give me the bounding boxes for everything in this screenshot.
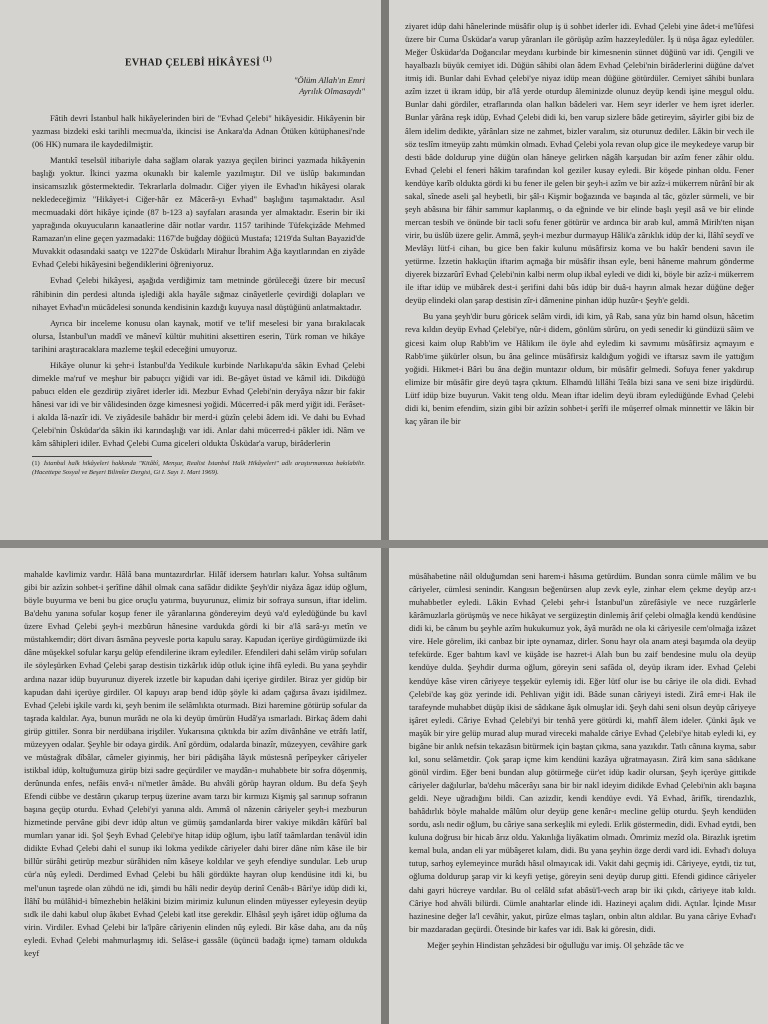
paragraph: ziyaret idüp dahi hânelerinde müsâfir olup iş ü sohbet iderler idi. Evhad Çelebi yine âdet-i me'lûfesi üzere bir Cuma Üsküdar'a varup yâranları ile görüşüp azîm hazzeyledüler. İş ü nüşa âgaz eyledüler. Meğer Üsküdar'da Doğancılar meydanı kurbinde bir kimesnenin sünnet düğünü var idi. Çengili ve hayalbazlı büyük cemiyet idi. Düğün sâhibi olan âdem Evhad Çelebi'nin birâderlerini düğüne da'vet itmiş idi. Bunlar dahi Evhad çelebi'ye niyaz idüp mean düğüne götürdüler. Cemiyet sâhibi bunlara azîm izzet ü ikram idüp, bir a'lâ yerde oturdup âleminizde olunuz deyüp kendi işine meşgul oldu. Bunlar dahi gördiler, etraflarında olan halkın bâdeleri var. Hem seyr iderler ve hem işret iderler. Bunlar yârâna reşk idüp, Evhad Çelebi didi ki, ben varup sizlere bâde getireyim, sâyirler gibi biz de âlem idelim dedikte, yârânları size ne zahmet, bizler varalım, siz oturunuz dediler. Lâkin bir vech ile söz teslîm itmeyüp zahtı mümkin olmadı. Evhad Çelebi yola revan olup gice ile meykedeye varup bir desti bâde doldurup yine düğün olan hâneye gelirken nâgâh karşudan bir azîm fener zâhir oldu. Evhad Çelebi el feneri hâkim tarafından kol geziler kusay eyledi. Bir köşede pinhan oldu. Fener kendüye karîb oldukta gördi ki bu fener ile gelen bir şeyh-i azîm ve bir azîz-i mükerrem nûrânî bir ak sakal, sînede aseli şal heybetli, bir şâl-ı Kişmir boğazında ve başında al tâc, gözler sürmeli, ve bir şeyh abâsına bir fâhir sammur kaplanmış, o da eğninde ve bir elinde başlı yeşil asâ ve bir elinde mercan tesbih ve önünde bir tacli sofu fener götürür ve ardınca bir arab kul, ammâ Mirih'ten nişan virir, bu üslûb üzere gelir. Ammâ, şeyh-i mezbur durmayup Hâlik'a zârıklık idüp der ki, İlâhî seydî ve Mevlâyı lütf-i cihan, bu gice ben fakir kulunu müsâfirsiz koma ve bu hakîr bendeni savın ile yetürme. İzzetin hakkıçün iftarim açmağa bir müsâfir ihsan eyle, beni hâneme mahrum gönderme diyerek bizzarûrî Evhad Çelebi'nin kalbi nerm olup ikbal eyledi ve didi ki, böyle bir azîz-i mükerrem ile iftar idüp ve mübârek dest-i şerifini dahi bûs idüp bir duâ-ı hayrın almak hezar düğüne değer deyüp elindeki olan şarap destisin zîr-i dâmenine pinhan idüp huzûr-ı Şeyh'e geldi. (405, 21, 754, 306)
paragraph: müsâhabetine nâil olduğumdan seni harem-i hâsıma getürdüm. Bundan sonra cümle mâlim ve bu câriyeler, cümlesi senindir. Kangısın beğenürsen alup zevk eyle, zinhar elem çekme deyüp arz-ı muhabbetler eyledi. Lâkin Evhad Çelebi şehr-i İstanbul'un zürefâsiyle ve nece ruzgârlerle kârâmuzlarla görüşmüş ve nece hikâyat ve sergüzeştin dinlemiş ârif çelebi olmağla kendü kendüsine didi ki, be cânım bu şeyhle azîm hukukumuz yok, âyâ murâdı ne ola ki câriyesile cem'olmağa izâzet vire. Hele görelim, iki canbaz bir ipte oynamaz, dirler. Sonu hayr ola anam ateşi başımda ola deyüp tefekürde. Eger bahtım kavl ve küşâde ise hazret-i Alah bun bu zaif bendesine mulu ola deyüp kendüye dulda. Şeyhdir durma oğlum, göreyin seni safâda ol, deyüp ikram ider. Evhad Çelebi kendüye kâse viren câriyeye teşşekür eylemiş idi. Eğer lütf olur ise bu câriye ile ola didi. Evhad Çelebi'de kaş göz yerinde idi. Pehlivan yiğit idi. Bâde sunan câriyeyi istedi. Zirâ emr-i Hak ile tarafeynde muhabbet düşüp ikisi de sâdıkane âşık olmuşlar idi. Şeyh dahi seni olsun deyüp câriyeye işâret eyledi. Câriye Evhad Çelebi'yi bir tenhâ yere götürdi ki, mahfî âlem ideler. Çünki âşık ve maşûk bir yire gelüp murad alup murad vireceki mahalde câriye Evhad Çelebi'ye hitab eyledi ki, ey bigâne bir anlık nefsin tekazâsın bitürmek için baştan çıkma, sana yazıkdır. Tatlı cânına kıyma, sabır kıl, sonu selâmetdir. Çok şarap içme kim kendüni kazâya uğratmayasın. Zirâ kim sana sâdıkane gönül virdim. Eğer beni bundan alup götürmeğe cür'et idüp kadir olursan, Şeyh içerüye gittikde câriyeler dağılurlar, ba'dehu mâcerâyı sana bir bir nakl ideyim didikde Evhad Çelebi'nin aklı başına geldi. Neye uğradığını bildi. Can azizdir, kendi kendüye evdi. Yâ Evhad, ârifîk, tirendazlık, bahâdırlık böyle mahalde mâlûm olur deyüp gene kenâr-ı mecline gelüp oturdu. Şeyh kendüden sordu, aslı nedir oğlum, bu câriye sana serkeşlik mi eyledi. Erlik göstermedin, didi. Evhad eytdi, ben kuluna doğrusı bir hicab ârız oldu. Yakınlığa liyâkatim olmadı. Ömrimiz mezîd ola. Birazlık işretim kemal bula, andan eli yar mübâşeret kılam, didi. Bu yana şeyhin özge derdi vard idi. Evhad'ı doluya tutup, sarhoş eylemeyince murâdı hâsıl olmayıcak idi. Vakit dahi geçmiş idi. Câriyeye, eytdi, tiz tut, oğluma doldurup şarap vir ki keyfi yetişe, göreyin seni deyüp durup gitti. Efendi gidince câriyeler dahi gayri hücreye vardılar. Bu ol celâld sıfat abâsü'l-vech arap bir iki çıkdı, câriyeye itab kıldı. Câriye hod ahvâli bilürdi. Cümle anahtarlar elinde idi. Hazineyi açalım didi. Açtılar. İçinde Mısır hazinesine değer la'l cevâhir, yakut, pirûze elmas taşları, onbin altın aldılar. Bu yana câriye Evhad'ı bir mazdaradan geçürdi. Ötesinde bir kafes var idi. Bak ki göresin, didi. (409, 571, 756, 934)
footnote (32, 460, 365, 478)
paragraph: Meğer şeyhin Hindistan şehzâdesi bir oğulluğu var imiş. Ol şehzâde tâc ve (427, 939, 684, 950)
footnote-divider (32, 456, 152, 457)
page-top-right (389, 0, 768, 540)
paragraph: mahalde kavlimiz vardır. Hâlâ bana muntazırdırlar. Hilâf idersem hatırları kalur. Yohsa sultânım gibi bir azîzin sohbet-i şerîfine dâhil olmak cana safâdır didikte Şeyh'dir niyâza âgaz idüp oğlum, böyle buyurma ve beni bu gice oruçlu yatırma, buyurunuz, elimiz bir sofraya sunsun, iftar idelim. Ba'dehu yanına sofular koşup fener ile yâranlarına göndereyim deyü va'd eyledüğünde bu kavl üzere Evhad Çelebi şeyh-i mezbûrun hânesine vardukda gördi ki bir a'lâ sarâ-yı metîn ve müstahkemdir; dört divarı âsmâna peyvesle porta kapulu saray. Kapudan içerüye girdügümüzde iki dâne müşekkel sofular karşu gelüp efendilerine ikram eylediler. Efendileri dahi selâm virüp sofuları ile söyleşürken Evhad Çelebi şarap destisin tizkârlık idüp otluk içine ihfâ eyledi. Bu yana şeyhdir ardına nazar idüp buyurunuz diyerek izzetle bir kapudan dahi içeriye girdiler. Biraz yer gidüp bir kapudan dahi içerüye girdiler. Ol kapuyı arap bend idüp şöyle ki adam çağırsa âvazı işidilmez. Evhad Çelebi işkile vardı ki, şeyh benim ile selâmlıkta oturmadı. Bizi haremine götürüp sofular da taşrada kaldılar. Aya, bunun murâdı ne ola ki deyüp ümürün Hudâ'ya ısmarladı. Birkaç âdem dahi girüp gittiler. Sonra bir nerdübana irişdiler. Yukarısına çıktıkda bir azîm divânhâne ve etrâfı latîf, müzeyyen odalar. Şeyhle bir odaya girdik. Anî gördüm, odalarda binazîr, müzeyyen, cevâhire gark ve müstağrak dîbâlar, câmeler giyinmiş, her biri pâdişâha lâyık müstesnâ perîpeyker câriyeler istikbal idüp, koltuğumuza girüp bizi sadre geçürdiler ve maydân-ı muhabbete bir sofra döşenmiş, derûnunda enfes, nefâis envâ-ı ni'metler âmâde. Bu ahvâli görüp hayran oldum. Bu defa Şeyh Efendi cübbe ve destârın çıkarup terpuş üzerine avam tarzı bir kırmızı Kişmiş şal sarınup sofranın başına geçüp oturdu. Evhad Çelebi'yi yanına aldı. Ammâ ol nâzenin câriyeler şeyh-i mezburun hizmetinde pervâne gibi devr idüp altun ve gümüş şamdanlarda birer vakiye mikdârı kâfûrî bal mumları yanar idi. Şol Şeyh Evhad Çelebi'ye hitap idüp oğlum, işbu latîf taâmlardan tenâvül idin didikte Evhad Çelebi dahi el sunup iki lokma yedikde câriyeler dahi birer dâne nîm kâse ile bir billûr sürâhi getirüp mezbur sürâhiden nîm kâseye koldılar ve şeyh efendiye sundular. Leb urup cür'a nûş eyledi. Derdimed Evhad Çelebi bu hâli gördükte hayran olup kendüsine itdi ki, bu mel'unun taşrede olan zühdü ne idi, şimdi bu hâli nedir deyüp derinî Cenâb-ı Bâri'ye idüp didi ki, İlâhî bu mülâhid-i bîmezhebin helâkini bizim mirimiz kulunun elinden müyesser eyleyesin deyüp sıdk ile dahi kabul olup âkıbet Evhad Çelebi katl itse gerekdir. Elhâsıl şeyh işâret idüp oğluma da virin. Virdiler. Evhad Çelebi bir la'lpâre câriyenin elinden nûş eyledi. Bir kâse daha, anı da nûş eyledi. Evhad Çelebi mahmurlaşmış idi. Selâse-i gassâle (üçüncü badağı içme) tamam oldukda keyf (24, 569, 367, 958)
footnote-text: İstanbul halk hikâyeleri hakkında "Kitâbî, Menşur, Realist İstanbul Halk Hikâyeleri" adlı araştırmamıza bakılabilir. (Hacettepe Sosyal ve Beşeri Bilimler Dergisi, Gi I. Sayı 1. Mart 1969). (32, 460, 365, 477)
page-top-left (0, 0, 381, 540)
story-title (32, 54, 365, 71)
footnote-number: (1) (32, 460, 40, 468)
paragraph: Evhad Çelebi hikâyesi, aşağıda verdiğimiz tam metninde görüleceği üzere bir mecusî râhibinin din perdesi altında işlediği akla hayâle sığmaz cinâyetlerle çevirdiği dolapları ve nihayet Evhad'ın mücâdelesi sonunda kendisinin kazdığı kuyuya nasıl düştüğünü anlatmaktadır. (32, 275, 365, 312)
paragraph: Mantıkî teselsül itibariyle daha sağlam olarak yazıya geçilen birinci yazmada hikâyenin başlığı yoktur. İkinci yazma okunaklı bir kalemle yazılmıştır. Dil ve üslûp bakımından insicamsızlık göstermektedir. Tekrarlarla dolmadır. Ciğer yiyen ile Evhad'ın hikâyesi olarak nekledeceğimiz "Hikâyet-i Ciğer-hâr ez Mâcerâ-yı Evhad" başlığını taşımaktadır. Asıl mecmuadaki dört hikâye içinde (87 b-123 a) sayfaları arasında yer almaktadır. Eserin bir iki yaprağında okuyucuların kanaatlerine dâir notlar vardır. 1157 tarihinde Tüfekçizâde Mehmed Ramazan'ın eline geçen yazmadaki: 1167'de buğday döğücü Mustafa; 1219'da Sultan Bayazid'de Muvakkit odasındaki saatçı ve 1227'de Üsküdarlı Mirahur İbrahim Ağa kayıtlarından en ziyâde Evhad Çelebi hikâyesini beğendiklerini öğreniyoruz. (32, 154, 365, 270)
paragraph: Bu yana şeyh'dir buru göricek selâm virdi, idi kim, yâ Rab, sana yüz bin hamd olsun, hâcetim reva kıldın deyüp Evhad Çelebi'ye, nûr-i didem, gönlüm sürûru, on yedi senedir ki gündüzü sâim ve gicesi kaim olup Rabb'im ve Hâlikım ile öyle ahd eyledim ki savmımı müsâfirsiz açmayım e Rabb'ime şükürler olsun, bu âna gelince müsâfirsiz kaldığum yoğidi ve iftarsız savm ile yattığım yoğidi. Hikmet-i Bâri bu âna değin muntazır oldum, bir müsâfir gelmedi. Sofuya fener yakdırup elimize bir müsâfir gire deyü taşra çıktum. Elhamdü lillâhi Teâla bizi sana ve seni bize irişdürdü. Lütf idüp bize buyurun. Vakit teng oldu. Mean iftar idelim deyü ibram eyledüğünde Evhad Çelebi didi ki, benim efendim, sizin gibi bir azîzin sohbet-i şerîfi ile müşerref olmak minnettir ve lâkin bir kaç yâran ile bir (405, 311, 754, 426)
page-bottom-right (389, 548, 768, 1024)
page-gutter-horizontal (0, 540, 768, 548)
page-bottom-left (0, 548, 381, 1024)
paragraph: Ayrıca bir inceleme konusu olan kaynak, motif ve te'lif meselesi bir yana bırakılacak olursa, İstanbul'un maddî ve mânevî kültür muhitini aksettiren eserin, Türk roman ve hikâye tarihini araştıracaklara mazleme teşkil edeceğini umuyoruz. (32, 317, 365, 354)
epigraph-line-2: Ayrılık Olmasaydı" (299, 86, 365, 97)
epigraph (32, 75, 365, 98)
story-title-text: EVHAD ÇELEBİ HİKÂYESİ (124, 57, 261, 69)
paragraph: Hikâye olunur ki şehr-i İstanbul'da Yedikule kurbinde Narlıkapu'da sâkin Evhad Çelebi dimekle ma'ruf ve meşhur bir pabuçcı yiğidi var idi. Be-gâyet üstad ve kâmil idi. Dikdüğü pabucı elden ele gezdirüp ziyâret iderler idi. Mezbur Evhad Çelebi'nin deryâya nâzır bir fakir hânesi var idi ve bir vâlidesinden özge kimesnesi yoğidi. Mücerred-i pâk merd yiğit idi. Ferâset-i akılda lâ-nazîr idi. Ve ziyâdesile bahâdır bir merd-i güzîn çelebi âdem idi. Ve dahi bu Evhad Çelebi'nin Üsküdar'da sâkin iki karındaşlığı var idi. Anlar dahi mücerred-i pâkler idi. Nâm ve kâm sâhipleri idiler. Evhad Çelebi Cuma giceleri oldukta Üsküdar'a varup, birâderlerin (32, 359, 365, 449)
page-gutter-vertical (381, 0, 389, 1024)
title-footnote-marker: (1) (262, 55, 273, 63)
epigraph-line-1: "Ölüm Allah'ın Emri (293, 74, 365, 85)
paragraph: Fâtih devri İstanbul halk hikâyelerinden biri de "Evhad Çelebi" hikâyesidir. Hikâyenin bir yazması bizdeki eski tarihli mecmua'da, ikincisi ise Ankara'da Adnan Ötüken kütüphanesi'nde (06 HK) numara ile kaydedilmiştir. (32, 112, 365, 149)
